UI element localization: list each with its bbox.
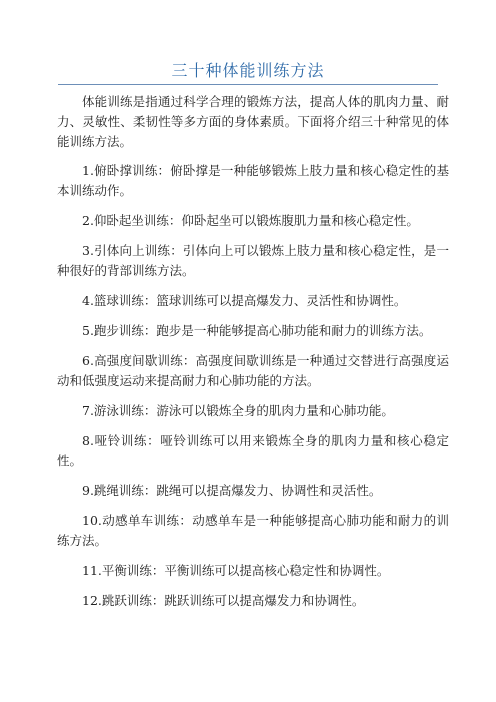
list-item: 9.跳绳训练：跳绳可以提高爆发力、协调性和灵活性。 [82,483,382,498]
list-item: 11.平衡训练：平衡训练可以提高核心稳定性和协调性。 [82,563,390,578]
list-item: 4.篮球训练：篮球训练可以提高爆发力、灵活性和协调性。 [82,293,407,308]
list-item: 6.高强度间歇训练：高强度间歇训练是一种通过交替进行高强度运动和低强度运动来提高耐力和心肺功能的方法。 [57,353,449,388]
list-item: 2.仰卧起坐训练：仰卧起坐可以锻炼腹肌力量和核心稳定性。 [82,213,419,228]
document-title: 三十种体能训练方法 [171,61,325,80]
list-item: 7.游泳训练：游泳可以锻炼全身的肌肉力量和心肺功能。 [82,403,394,418]
list-item: 12.跳跃训练：跳跃训练可以提高爆发力和协调性。 [82,593,365,608]
document-body [57,92,449,621]
list-item: 1.俯卧撑训练：俯卧撑是一种能够锻炼上肢力量和核心稳定性的基本训练动作。 [57,163,449,198]
list-item: 10.动感单车训练：动感单车是一种能够提高心肺功能和耐力的训练方法。 [57,513,449,548]
intro-paragraph: 体能训练是指通过科学合理的锻炼方法，提高人体的肌肉力量、耐力、灵敏性、柔韧性等多方面的身体素质。下面将介绍三十种常见的体能训练方法。 [57,94,449,149]
list-item: 5.跑步训练：跑步是一种能够提高心肺功能和耐力的训练方法。 [82,323,432,338]
list-item: 8.哑铃训练：哑铃训练可以用来锻炼全身的肌肉力量和核心稳定性。 [57,433,449,468]
list-item: 3.引体向上训练：引体向上可以锻炼上肢力量和核心稳定性，是一种很好的背部训练方法。 [57,243,449,278]
title-divider [58,84,438,85]
